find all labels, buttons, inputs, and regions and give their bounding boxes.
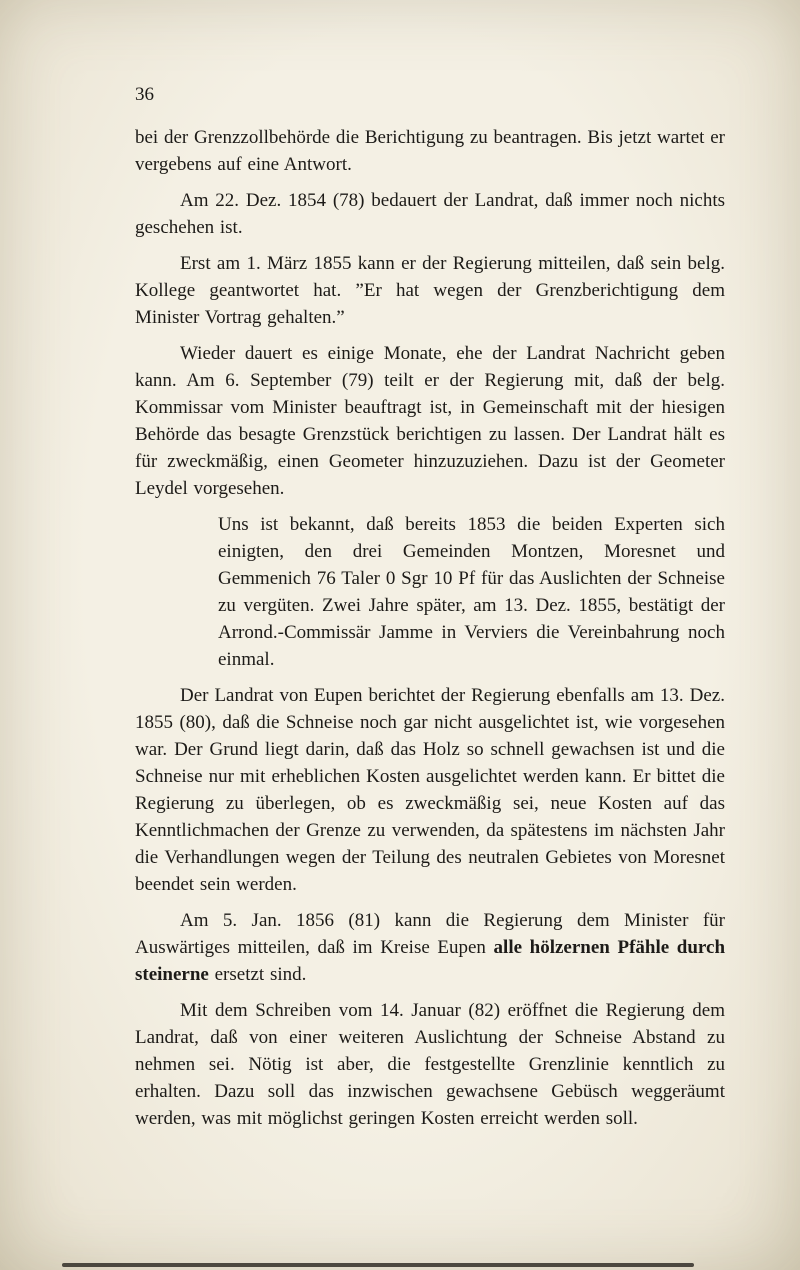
text-run: Uns ist bekannt, daß bereits 1853 die beiden Experten sich einigten, den drei Gemeinden Montzen, Moresnet und Gemmenich 76 Taler 0 Sgr 10 Pf für das Auslichten der Schneise zu vergüten. Zwei Jahre später, am 13. Dez. 1855, bestätigt der Arrond.-Commissär Jamme in Verviers die Vereinbahrung noch einmal. (218, 514, 725, 670)
paragraph (135, 124, 725, 178)
paragraph (135, 250, 725, 331)
text-block (135, 124, 725, 1132)
text-run: Am 22. Dez. 1854 (78) bedauert der Landrat, daß immer noch nichts geschehen ist. (135, 190, 725, 238)
text-run: Der Landrat von Eupen berichtet der Regierung ebenfalls am 13. Dez. 1855 (80), daß die Schneise noch gar nicht ausgelichtet ist, wie vorgesehen war. Der Grund liegt darin, daß das Holz so schnell gewachsen ist und die Schneise nur mit erheblichen Kosten ausgelichtet werden kann. Er bittet die Regierung zu überlegen, ob es zweckmäßig sei, neue Kosten auf das Kenntlichmachen der Grenze zu verwenden, da spätestens im nächsten Jahr die Verhandlungen wegen der Teilung des neutralen Gebietes von Moresnet beendet sein werden. (135, 685, 725, 895)
bold-text: alle hölzernen Pfähle durch steinerne (135, 937, 726, 985)
text-run: Mit dem Schreiben vom 14. Januar (82) eröffnet die Regierung dem Landrat, daß von einer weiteren Auslichtung der Schneise Abstand zu nehmen sei. Nötig ist aber, die festgestellte Grenzlinie kenntlich zu erhalten. Dazu soll das inzwischen gewachsene Gebüsch weggeräumt werden, was mit möglichst geringen Kosten erreicht werden soll. (135, 1000, 725, 1129)
paragraph (135, 907, 725, 988)
scan-artifact-line (62, 1263, 694, 1267)
paragraph (135, 997, 725, 1132)
text-run: Am 5. Jan. 1856 (81) kann die Regierung dem Minister für Auswärtiges mitteilen, daß im Kreise Eupen (135, 910, 725, 958)
paragraph (135, 187, 725, 241)
text-run: Wieder dauert es einige Monate, ehe der Landrat Nachricht geben kann. Am 6. September (79) teilt er der Regierung mit, daß der belg. Kommissar vom Minister beauftragt ist, in Gemeinschaft mit der hiesigen Behörde das besagte Grenzstück berichtigen zu lassen. Der Landrat hält es für zweckmäßig, einen Geometer hinzuzuziehen. Dazu ist der Geometer Leydel vorgesehen. (135, 343, 725, 499)
paragraph (135, 340, 725, 502)
text-run: Erst am 1. März 1855 kann er der Regierung mitteilen, daß sein belg. Kollege geantwortet hat. ”Er hat wegen der Grenzberichtigung dem Minister Vortrag gehalten.” (135, 253, 725, 328)
page-number: 36 (135, 84, 154, 105)
text-run: bei der Grenzzollbehörde die Berichtigung zu beantragen. Bis jetzt wartet er vergebens auf eine Antwort. (135, 127, 725, 175)
blockquote-paragraph (218, 511, 725, 673)
text-run: ersetzt sind. (208, 964, 307, 985)
paragraph (135, 682, 725, 898)
